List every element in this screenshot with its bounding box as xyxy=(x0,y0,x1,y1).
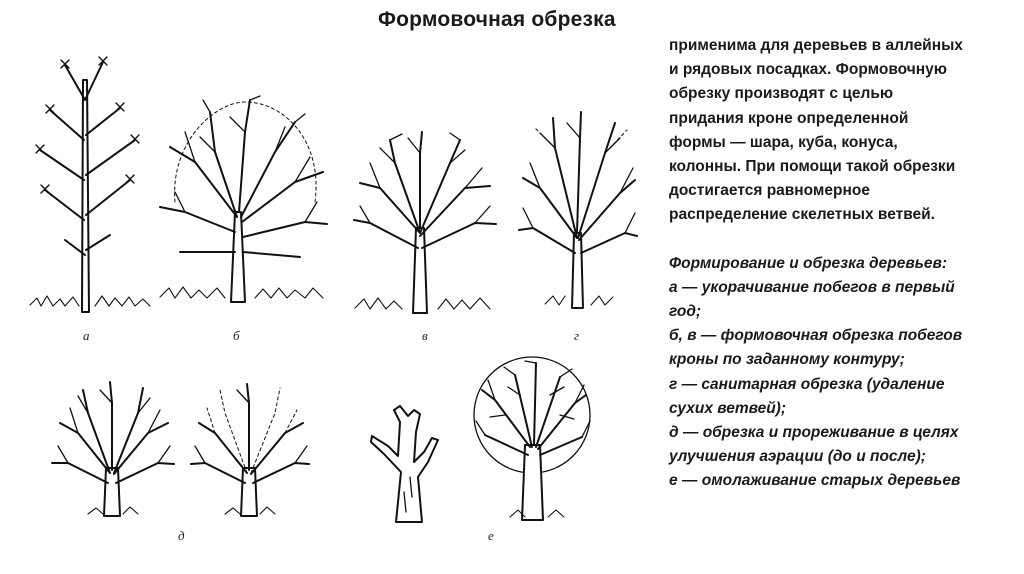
legend-item: д — обрезка и прореживание в целях xyxy=(669,424,959,442)
description-line: применима для деревьев в аллейных xyxy=(669,37,963,54)
description-paragraph xyxy=(669,34,1019,228)
tree-d-after-illustration xyxy=(185,378,315,518)
legend-item: сухих ветвей); xyxy=(669,399,787,417)
figure-label-a: а xyxy=(83,328,90,343)
figure-label-e: е xyxy=(488,528,494,543)
description-line: придания кроне определенной xyxy=(669,109,909,127)
tree-d-before-illustration xyxy=(48,378,178,518)
legend-heading: Формирование и обрезка деревьев: xyxy=(669,254,948,272)
legend-item: улучшения аэрации (до и после); xyxy=(669,448,926,466)
legend-item: б, в — формовочная обрезка побегов xyxy=(669,327,963,345)
figure-label-d: д xyxy=(178,528,185,543)
tree-v-illustration xyxy=(350,128,500,318)
tree-e-round-illustration xyxy=(470,355,595,525)
legend-item: год; xyxy=(669,303,702,321)
figure-label-g: г xyxy=(574,328,580,343)
legend-item: е — омолаживание старых деревьев xyxy=(669,472,961,490)
figure-label-v: в xyxy=(422,328,428,343)
page-title: Формовочная обрезка xyxy=(378,8,616,31)
description-line: и рядовых посадках. Формовочную xyxy=(669,61,947,79)
tree-a-illustration xyxy=(25,40,155,315)
legend-item: г — санитарная обрезка (удаление xyxy=(669,375,945,393)
description-line: формы — шара, куба, конуса, xyxy=(669,133,898,151)
tree-g-illustration xyxy=(515,108,640,313)
figure-label-b: б xyxy=(233,328,240,343)
tree-b-illustration xyxy=(155,92,330,307)
description-line: достигается равномерное xyxy=(669,182,870,200)
description-line: колонны. При помощи такой обрезки xyxy=(669,158,956,176)
tree-e-stump-illustration xyxy=(366,402,446,527)
legend-item: а — укорачивание побегов в первый xyxy=(669,278,955,296)
description-line: обрезку производят с целью xyxy=(669,85,894,103)
description-text xyxy=(669,34,1019,494)
legend-item: кроны по заданному контуру; xyxy=(669,351,905,369)
legend xyxy=(669,252,1019,494)
description-line: распределение скелетных ветвей. xyxy=(669,206,935,224)
